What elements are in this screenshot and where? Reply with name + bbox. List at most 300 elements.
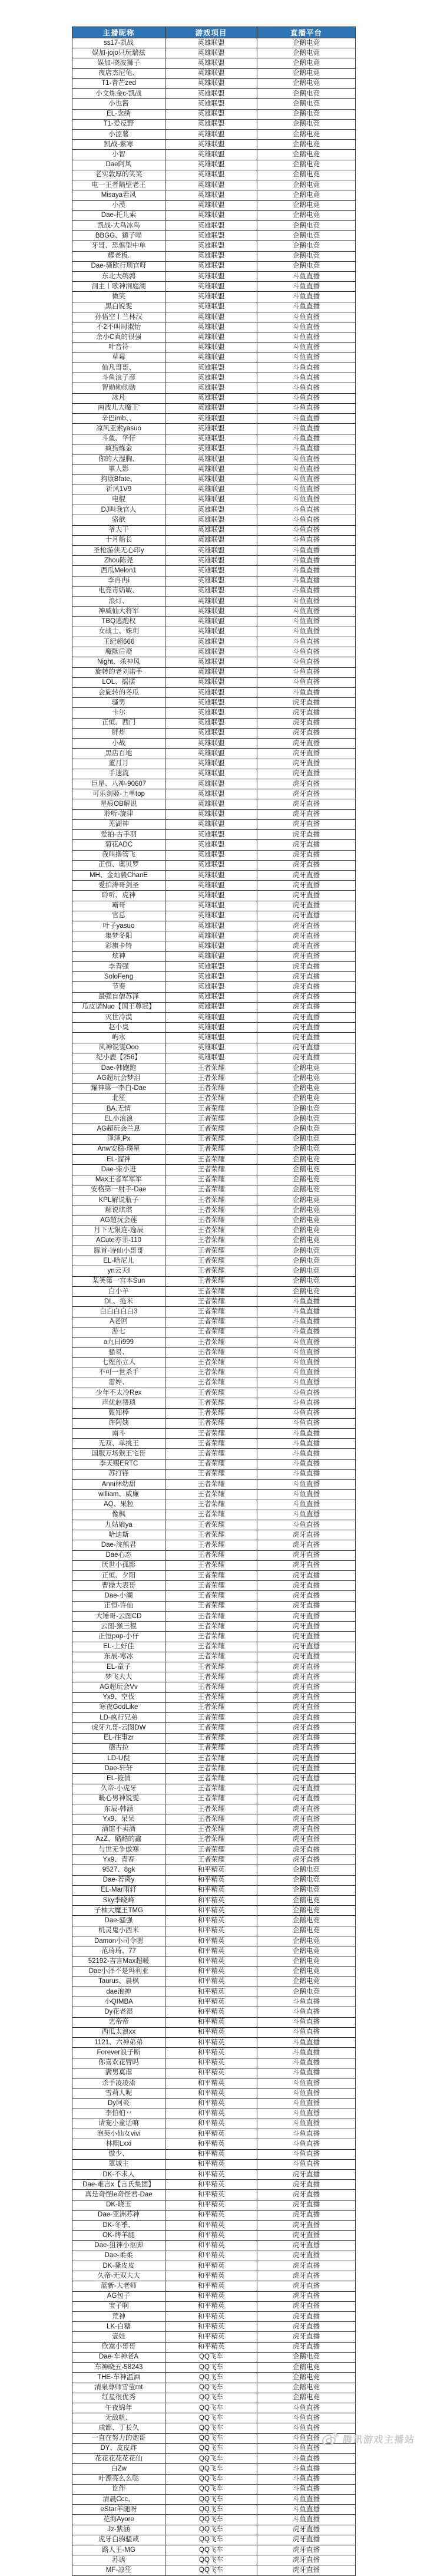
table-row — [72, 2443, 356, 2453]
game-cell: QQ飞车 — [165, 2383, 257, 2393]
table-row — [72, 465, 356, 475]
table-row — [72, 921, 356, 931]
table-row — [72, 951, 356, 961]
game-cell: 英雄联盟 — [165, 749, 257, 759]
anchor-name-cell: 无敌帆、 — [72, 2413, 165, 2423]
anchor-name-cell: 聆听-旋律 — [72, 809, 165, 819]
game-cell: QQ飞车 — [165, 2484, 257, 2494]
platform-cell: 虎牙直播 — [257, 1002, 356, 1012]
table-row — [72, 1338, 356, 1348]
game-cell: 英雄联盟 — [165, 89, 257, 99]
game-cell: 英雄联盟 — [165, 231, 257, 241]
game-cell: 英雄联盟 — [165, 1023, 257, 1033]
anchor-name-cell: 荒神 — [72, 2312, 165, 2322]
table-row — [72, 657, 356, 667]
table-row — [72, 505, 356, 515]
table-row — [72, 1226, 356, 1236]
anchor-name-cell: T1-爱反野 — [72, 119, 165, 129]
platform-cell: 斗鱼直播 — [257, 373, 356, 383]
game-cell: 和平精英 — [165, 2261, 257, 2271]
anchor-name-cell: 解说琪琪 — [72, 1205, 165, 1215]
game-cell: 英雄联盟 — [165, 119, 257, 129]
platform-cell: 企鹅电竞 — [257, 170, 356, 180]
anchor-name-cell: 请宠小童话嘛 — [72, 2119, 165, 2129]
table-row — [72, 2312, 356, 2322]
anchor-name-cell: dae浪神 — [72, 1987, 165, 1997]
platform-cell: 斗鱼直播 — [257, 2515, 356, 2525]
platform-cell: 虎牙直播 — [257, 850, 356, 860]
game-cell: 王者荣耀 — [165, 1063, 257, 1073]
platform-cell: 斗鱼直播 — [257, 607, 356, 617]
game-cell: 王者荣耀 — [165, 1550, 257, 1560]
game-cell: 王者荣耀 — [165, 1083, 257, 1093]
anchor-name-cell: 巨星、八神-90607 — [72, 779, 165, 789]
anchor-name-cell: 神威仙大将军 — [72, 607, 165, 617]
header-row — [72, 27, 356, 38]
table-row — [72, 150, 356, 160]
anchor-name-cell: DL、拖米 — [72, 1297, 165, 1307]
anchor-name-cell: 黑店百地 — [72, 749, 165, 759]
platform-cell: 企鹅电竞 — [257, 220, 356, 230]
game-cell: 和平精英 — [165, 2099, 257, 2109]
table-row — [72, 1571, 356, 1581]
anchor-name-cell: AG超玩会梦泪 — [72, 1073, 165, 1083]
game-cell: 英雄联盟 — [165, 809, 257, 819]
platform-cell: 虎牙直播 — [257, 698, 356, 708]
anchor-name-cell: 东北大鹌鹑 — [72, 272, 165, 282]
platform-cell: 斗鱼直播 — [257, 1490, 356, 1500]
table-row — [72, 2038, 356, 2048]
table-row — [72, 2301, 356, 2311]
table-row — [72, 2139, 356, 2149]
anchor-name-cell: 胖炸 — [72, 728, 165, 738]
anchor-name-cell: Dae-柔柔 — [72, 2251, 165, 2261]
game-cell: 王者荣耀 — [165, 1185, 257, 1195]
table-row — [72, 2291, 356, 2301]
table-row — [72, 312, 356, 322]
table-row — [72, 718, 356, 728]
game-cell: 英雄联盟 — [165, 444, 257, 454]
game-cell: 英雄联盟 — [165, 951, 257, 961]
platform-cell: 斗鱼直播 — [257, 2068, 356, 2078]
platform-cell: 虎牙直播 — [257, 718, 356, 728]
game-cell: 王者荣耀 — [165, 1713, 257, 1723]
anchor-name-cell: 节奏 — [72, 982, 165, 992]
table-row — [72, 769, 356, 779]
table-row — [72, 2017, 356, 2027]
table-row — [72, 819, 356, 829]
platform-cell: 虎牙直播 — [257, 2291, 356, 2301]
game-cell: 和平精英 — [165, 1946, 257, 1956]
table-row — [72, 739, 356, 749]
game-cell: 王者荣耀 — [165, 1682, 257, 1692]
table-row — [72, 1632, 356, 1642]
anchor-name-cell: DK-晓玉 — [72, 2200, 165, 2210]
game-cell: 英雄联盟 — [165, 302, 257, 312]
game-cell: 王者荣耀 — [165, 1794, 257, 1804]
anchor-name-cell: 欣嵩小哥哥 — [72, 2342, 165, 2352]
anchor-name-cell: 洞主丨歌神洞庭湖 — [72, 282, 165, 292]
table-row — [72, 1733, 356, 1743]
table-row — [72, 1824, 356, 1834]
table-row — [72, 1652, 356, 1662]
game-cell: 王者荣耀 — [165, 1500, 257, 1510]
game-cell: 王者荣耀 — [165, 1662, 257, 1672]
game-cell: QQ飞车 — [165, 2393, 257, 2403]
table-row — [72, 1195, 356, 1205]
platform-cell: 虎牙直播 — [257, 1023, 356, 1033]
table-row — [72, 2484, 356, 2494]
anchor-name-cell: 白小羊 — [72, 1286, 165, 1296]
table-row — [72, 2545, 356, 2555]
platform-cell: 虎牙直播 — [257, 1834, 356, 1844]
weibo-logo-icon — [322, 2431, 339, 2446]
table-row — [72, 1185, 356, 1195]
anchor-name-cell: 清泉尊师雪莹mt — [72, 2383, 165, 2393]
platform-cell: 虎牙直播 — [257, 1611, 356, 1621]
table-row — [72, 200, 356, 210]
game-cell: QQ飞车 — [165, 2494, 257, 2504]
table-row — [72, 607, 356, 617]
game-cell: 王者荣耀 — [165, 1418, 257, 1428]
anchor-name-cell: 董月月 — [72, 759, 165, 769]
table-row — [72, 2221, 356, 2231]
game-cell: 英雄联盟 — [165, 627, 257, 637]
anchor-name-cell: AzZ、酷酷的鑫 — [72, 1834, 165, 1844]
platform-cell: 企鹅电竞 — [257, 38, 356, 48]
platform-cell: 虎牙直播 — [257, 2231, 356, 2241]
table-row — [72, 485, 356, 495]
game-cell: 英雄联盟 — [165, 220, 257, 230]
table-row — [72, 1692, 356, 1702]
table-row — [72, 2200, 356, 2210]
game-cell: 和平精英 — [165, 2221, 257, 2231]
table-row — [72, 454, 356, 464]
game-cell: 王者荣耀 — [165, 1490, 257, 1500]
game-cell: QQ飞车 — [165, 2545, 257, 2555]
platform-cell: 企鹅电竞 — [257, 1236, 356, 1246]
platform-cell: 虎牙直播 — [257, 2322, 356, 2332]
anchor-name-cell: 东辰-寒冰 — [72, 1652, 165, 1662]
game-cell: 王者荣耀 — [165, 1642, 257, 1652]
anchor-name-cell: 七煌孙立人 — [72, 1358, 165, 1368]
platform-cell: 企鹅电竞 — [257, 1865, 356, 1875]
game-cell: 王者荣耀 — [165, 1560, 257, 1570]
game-cell: 英雄联盟 — [165, 414, 257, 424]
anchor-name-cell: 成都、丁长久 — [72, 2423, 165, 2433]
table-row — [72, 2027, 356, 2037]
table-row — [72, 393, 356, 403]
anchor-name-cell: Dy花老湿 — [72, 2007, 165, 2017]
anchor-name-cell: AG超玩会Vv — [72, 1682, 165, 1692]
table-row — [72, 2149, 356, 2159]
platform-cell: 斗鱼直播 — [257, 677, 356, 687]
game-cell: 英雄联盟 — [165, 667, 257, 677]
table-body — [72, 38, 356, 2576]
anchor-name-cell: 祈风1V9 — [72, 485, 165, 495]
game-cell: 英雄联盟 — [165, 891, 257, 901]
table-row — [72, 1611, 356, 1621]
platform-cell: 斗鱼直播 — [257, 597, 356, 607]
platform-cell: 企鹅电竞 — [257, 1875, 356, 1885]
game-cell: 王者荣耀 — [165, 1093, 257, 1103]
game-cell: 和平精英 — [165, 2180, 257, 2190]
table-row — [72, 2515, 356, 2525]
game-cell: 和平精英 — [165, 2342, 257, 2352]
table-row — [72, 434, 356, 444]
platform-cell: 企鹅电竞 — [257, 1063, 356, 1073]
table-row — [72, 1276, 356, 1286]
platform-cell: 企鹅电竞 — [257, 2383, 356, 2393]
table-row — [72, 647, 356, 657]
game-cell: 王者荣耀 — [165, 1601, 257, 1611]
platform-cell: 虎牙直播 — [257, 1591, 356, 1601]
platform-cell: 虎牙直播 — [257, 2200, 356, 2210]
anchor-name-cell: 一直在努力的炮哥 — [72, 2433, 165, 2443]
game-cell: 和平精英 — [165, 2322, 257, 2332]
game-cell: 英雄联盟 — [165, 688, 257, 698]
game-cell: QQ飞车 — [165, 2443, 257, 2453]
game-cell: 和平精英 — [165, 1916, 257, 1926]
table-row — [72, 1428, 356, 1438]
game-cell: 英雄联盟 — [165, 840, 257, 850]
table-row — [72, 2464, 356, 2474]
anchor-name-cell: Jz-紫涵 — [72, 2525, 165, 2535]
game-cell: 和平精英 — [165, 2169, 257, 2179]
game-cell: 英雄联盟 — [165, 150, 257, 160]
platform-cell: 企鹅电竞 — [257, 109, 356, 119]
platform-cell: 虎牙直播 — [257, 1530, 356, 1540]
table-row — [72, 1814, 356, 1824]
anchor-name-cell: 白白白白白3 — [72, 1307, 165, 1317]
table-row — [72, 1520, 356, 1530]
platform-cell: 斗鱼直播 — [257, 2464, 356, 2474]
platform-cell: 斗鱼直播 — [257, 332, 356, 342]
platform-cell: 虎牙直播 — [257, 1622, 356, 1632]
platform-cell: 企鹅电竞 — [257, 1956, 356, 1966]
game-cell: QQ飞车 — [165, 2464, 257, 2474]
anchor-name-cell: 叶音符 — [72, 342, 165, 353]
game-cell: 英雄联盟 — [165, 210, 257, 220]
table-row — [72, 627, 356, 637]
platform-cell: 斗鱼直播 — [257, 1358, 356, 1368]
platform-cell: 企鹅电竞 — [257, 1215, 356, 1226]
game-cell: 王者荣耀 — [165, 1824, 257, 1834]
game-cell: 英雄联盟 — [165, 799, 257, 809]
table-row — [72, 1256, 356, 1266]
table-row — [72, 2119, 356, 2129]
anchor-name-cell: 电竞毒奶敏、 — [72, 586, 165, 596]
table-row — [72, 1560, 356, 1570]
table-row — [72, 1977, 356, 1987]
game-cell: 英雄联盟 — [165, 931, 257, 941]
anchor-name-cell: 小涩薯 — [72, 129, 165, 139]
anchor-name-cell: 瓜皮诺Nuo【国王尊冠】 — [72, 1002, 165, 1012]
anchor-name-cell: Dae-浣熊君 — [72, 1540, 165, 1550]
game-cell: 英雄联盟 — [165, 109, 257, 119]
game-cell: 和平精英 — [165, 2241, 257, 2251]
table-row — [72, 2525, 356, 2535]
anchor-name-cell: 苏诱 — [72, 2555, 165, 2565]
anchor-name-cell: 林熙Lxxi — [72, 2139, 165, 2149]
table-row — [72, 1906, 356, 1916]
game-cell: 王者荣耀 — [165, 1215, 257, 1226]
game-cell: 英雄联盟 — [165, 190, 257, 200]
anchor-name-cell: 北笙 — [72, 1093, 165, 1103]
platform-cell: 虎牙直播 — [257, 2210, 356, 2220]
table-row — [72, 2231, 356, 2241]
anchor-name-cell: 电棍 — [72, 495, 165, 505]
platform-cell: 企鹅电竞 — [257, 1195, 356, 1205]
anchor-name-cell: Dy阿炎 — [72, 2099, 165, 2109]
game-cell: 和平精英 — [165, 2078, 257, 2088]
table-row — [72, 38, 356, 48]
anchor-name-cell: 安格第一射手-Dae — [72, 1185, 165, 1195]
table-row — [72, 1348, 356, 1358]
platform-cell: 企鹅电竞 — [257, 99, 356, 109]
table-row — [72, 231, 356, 241]
platform-cell: 斗鱼直播 — [257, 2139, 356, 2149]
table-row — [72, 1165, 356, 1175]
game-cell: 和平精英 — [165, 1926, 257, 1936]
table-row — [72, 1682, 356, 1692]
game-cell: 王者荣耀 — [165, 1510, 257, 1520]
anchor-name-cell: 清晨Ccc、 — [72, 2494, 165, 2504]
table-row — [72, 68, 356, 78]
anchor-name-cell: 星痕OB解说 — [72, 799, 165, 809]
platform-cell: 斗鱼直播 — [257, 1418, 356, 1428]
anchor-name-cell: Dae-骚强 — [72, 1916, 165, 1926]
platform-cell: 斗鱼直播 — [257, 454, 356, 464]
platform-cell: 企鹅电竞 — [257, 58, 356, 68]
anchor-name-cell: 李天赐ERTC — [72, 1459, 165, 1469]
game-cell: 英雄联盟 — [165, 941, 257, 951]
game-cell: 英雄联盟 — [165, 383, 257, 393]
platform-cell: 虎牙直播 — [257, 2190, 356, 2200]
table-row — [72, 556, 356, 566]
anchor-name-cell: 会旋转的冬瓜 — [72, 688, 165, 698]
game-cell: 英雄联盟 — [165, 607, 257, 617]
table-row — [72, 870, 356, 880]
table-row — [72, 1834, 356, 1844]
table-row — [72, 830, 356, 840]
table-row — [72, 2494, 356, 2504]
table-row — [72, 708, 356, 718]
anchor-name-cell: 集梦冬阳 — [72, 931, 165, 941]
platform-cell: 斗鱼直播 — [257, 403, 356, 413]
table-row — [72, 160, 356, 170]
anchor-name-cell: 微笑 — [72, 292, 165, 302]
game-cell: 英雄联盟 — [165, 1043, 257, 1053]
anchor-name-cell: Sky李晓峰 — [72, 1896, 165, 1906]
game-cell: 和平精英 — [165, 2089, 257, 2099]
anchor-name-cell: 手速流 — [72, 769, 165, 779]
game-cell: 和平精英 — [165, 2251, 257, 2261]
game-cell: 王者荣耀 — [165, 1297, 257, 1307]
table-row — [72, 1408, 356, 1418]
game-cell: 和平精英 — [165, 1977, 257, 1987]
game-cell: 英雄联盟 — [165, 373, 257, 383]
anchor-name-cell: 狗康Bfate、 — [72, 475, 165, 485]
table-row — [72, 789, 356, 799]
platform-cell: 虎牙直播 — [257, 1560, 356, 1570]
table-row — [72, 1114, 356, 1124]
table-row — [72, 1266, 356, 1276]
game-cell: 英雄联盟 — [165, 261, 257, 271]
game-cell: 王者荣耀 — [165, 1571, 257, 1581]
table-row — [72, 728, 356, 738]
anchor-name-cell: 凯战-紫寒 — [72, 140, 165, 150]
table-row — [72, 545, 356, 555]
game-cell: 英雄联盟 — [165, 332, 257, 342]
platform-cell: 斗鱼直播 — [257, 1338, 356, 1348]
game-cell: 王者荣耀 — [165, 1530, 257, 1540]
anchor-name-cell: 国服万场猴王宅哥 — [72, 1449, 165, 1459]
table-row — [72, 2393, 356, 2403]
anchor-name-cell: 赵小臭 — [72, 1023, 165, 1033]
platform-cell: 斗鱼直播 — [257, 2058, 356, 2068]
platform-cell: 虎牙直播 — [257, 921, 356, 931]
platform-cell: 斗鱼直播 — [257, 1378, 356, 1388]
table-row — [72, 891, 356, 901]
table-row — [72, 2058, 356, 2068]
table-row — [72, 1530, 356, 1540]
platform-cell: 虎牙直播 — [257, 2180, 356, 2190]
platform-cell: 斗鱼直播 — [257, 383, 356, 393]
platform-cell: 企鹅电竞 — [257, 119, 356, 129]
game-cell: 和平精英 — [165, 2190, 257, 2200]
game-cell: 英雄联盟 — [165, 637, 257, 647]
game-cell: 王者荣耀 — [165, 1256, 257, 1266]
anchor-name-cell: 黑白锐雯 — [72, 302, 165, 312]
anchor-name-cell: 草莓 — [72, 353, 165, 363]
anchor-name-cell: a九日i999 — [72, 1338, 165, 1348]
game-cell: 英雄联盟 — [165, 1013, 257, 1023]
platform-cell: 企鹅电竞 — [257, 89, 356, 99]
game-cell: 英雄联盟 — [165, 475, 257, 485]
game-cell: 和平精英 — [165, 2007, 257, 2017]
anchor-name-cell: 云图-猴三棍 — [72, 1622, 165, 1632]
game-cell: QQ飞车 — [165, 2423, 257, 2433]
anchor-name-cell: 虎牙白驹骚戒 — [72, 2535, 165, 2545]
platform-cell: 虎牙直播 — [257, 992, 356, 1002]
table-row — [72, 1916, 356, 1926]
table-row — [72, 1997, 356, 2007]
table-row — [72, 170, 356, 180]
platform-cell: 企鹅电竞 — [257, 2373, 356, 2383]
anchor-name-cell: AG超玩会兰息 — [72, 1124, 165, 1134]
platform-cell: 斗鱼直播 — [257, 2149, 356, 2159]
platform-cell: 虎牙直播 — [257, 982, 356, 992]
game-cell: 王者荣耀 — [165, 1652, 257, 1662]
game-cell: 王者荣耀 — [165, 1814, 257, 1824]
game-cell: 英雄联盟 — [165, 870, 257, 880]
anchor-name-cell: 骚男 — [72, 698, 165, 708]
table-row — [72, 2251, 356, 2261]
platform-cell: 斗鱼直播 — [257, 556, 356, 566]
platform-cell: 虎牙直播 — [257, 1723, 356, 1733]
game-cell: 英雄联盟 — [165, 860, 257, 870]
anchor-name-cell: 许阿姨 — [72, 1418, 165, 1428]
game-cell: 王者荣耀 — [165, 1520, 257, 1530]
game-cell: 王者荣耀 — [165, 1266, 257, 1276]
table-row — [72, 1946, 356, 1956]
game-cell: 英雄联盟 — [165, 647, 257, 657]
game-cell: 英雄联盟 — [165, 140, 257, 150]
table-row — [72, 525, 356, 535]
table-row — [72, 1093, 356, 1103]
game-cell: 英雄联盟 — [165, 566, 257, 576]
